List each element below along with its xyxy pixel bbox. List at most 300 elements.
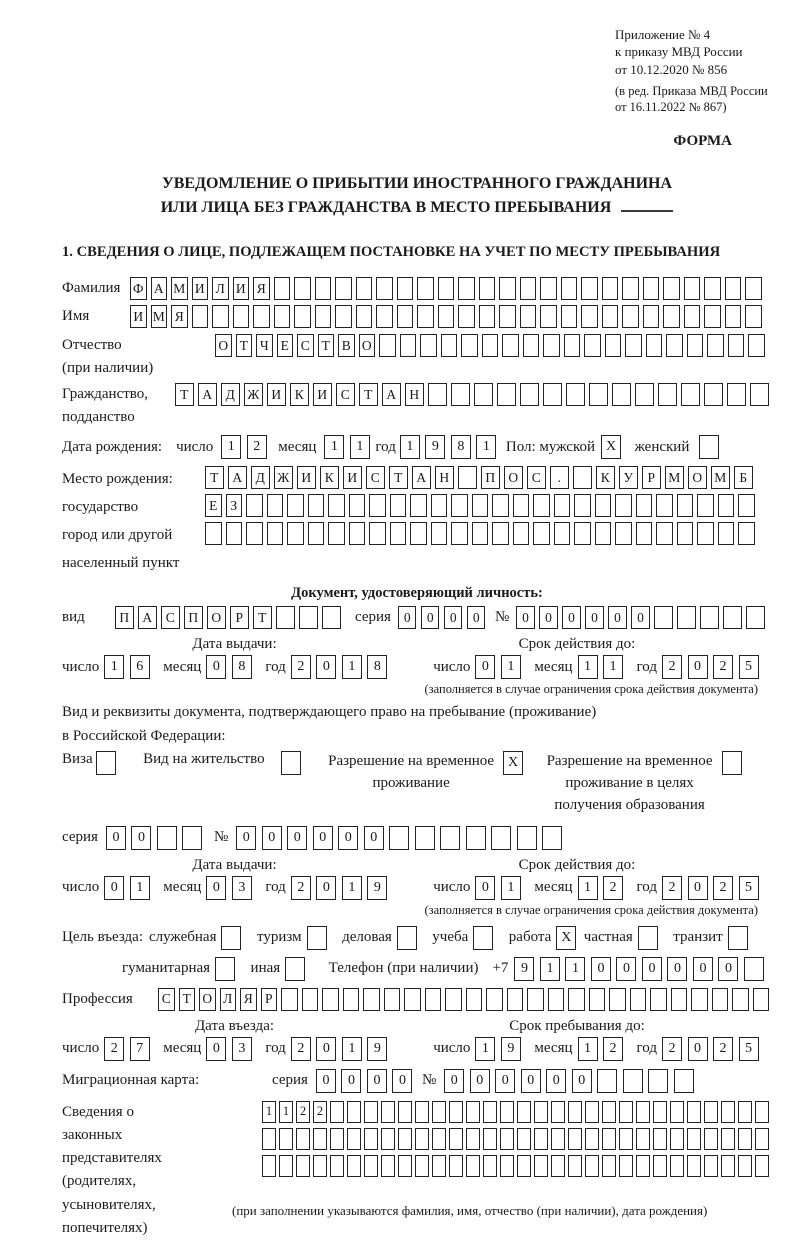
form-cell[interactable] [712, 988, 729, 1011]
form-cell[interactable] [589, 988, 606, 1011]
form-cell[interactable]: 0 [364, 826, 384, 850]
form-cell[interactable]: 5 [739, 876, 759, 900]
form-cell[interactable] [322, 988, 339, 1011]
form-cell[interactable]: 3 [232, 1037, 252, 1061]
form-cell[interactable]: А [412, 466, 431, 489]
form-cell[interactable] [653, 1128, 667, 1150]
form-cell[interactable] [364, 1128, 378, 1150]
form-cell[interactable] [410, 494, 427, 517]
form-cell[interactable] [534, 1101, 548, 1123]
form-cell[interactable]: И [313, 383, 332, 406]
form-cell[interactable] [520, 383, 539, 406]
form-cell[interactable] [397, 305, 414, 328]
form-cell[interactable] [381, 1155, 395, 1177]
form-cell[interactable] [376, 305, 393, 328]
visa-checkbox[interactable] [96, 751, 122, 775]
form-cell[interactable] [584, 334, 601, 357]
form-cell[interactable] [466, 826, 486, 850]
form-cell[interactable] [574, 522, 591, 545]
form-cell[interactable] [349, 494, 366, 517]
form-cell[interactable] [398, 1155, 412, 1177]
form-cell[interactable] [363, 988, 380, 1011]
form-cell[interactable] [725, 305, 742, 328]
form-cell[interactable] [704, 383, 723, 406]
temp-permit-checkbox[interactable] [503, 751, 529, 775]
permit-valid-day-cells[interactable] [475, 876, 526, 900]
form-cell[interactable]: О [215, 334, 232, 357]
form-cell[interactable]: И [297, 466, 316, 489]
birth-year-cells[interactable] [400, 435, 502, 459]
form-cell[interactable]: 0 [667, 957, 687, 981]
form-cell[interactable] [343, 988, 360, 1011]
name-cells[interactable] [130, 305, 766, 328]
form-cell[interactable] [330, 1101, 344, 1123]
form-cell[interactable] [499, 277, 516, 300]
form-cell[interactable]: 1 [475, 1037, 495, 1061]
form-cell[interactable]: А [138, 606, 157, 629]
form-cell[interactable]: 2 [291, 876, 311, 900]
form-cell[interactable] [738, 522, 755, 545]
form-cell[interactable] [543, 383, 562, 406]
form-cell[interactable]: 9 [514, 957, 534, 981]
form-cell[interactable] [738, 1128, 752, 1150]
form-cell[interactable] [745, 277, 762, 300]
form-cell[interactable]: М [151, 305, 168, 328]
form-cell[interactable] [410, 522, 427, 545]
form-cell[interactable] [670, 1155, 684, 1177]
form-cell[interactable] [296, 1155, 310, 1177]
form-cell[interactable] [499, 305, 516, 328]
form-cell[interactable] [602, 1101, 616, 1123]
form-cell[interactable] [602, 1155, 616, 1177]
form-cell[interactable] [602, 305, 619, 328]
form-cell[interactable] [595, 494, 612, 517]
form-cell[interactable] [551, 1155, 565, 1177]
form-cell[interactable] [431, 494, 448, 517]
form-cell[interactable] [568, 988, 585, 1011]
doc-valid-month-cells[interactable] [578, 655, 629, 679]
form-cell[interactable] [287, 494, 304, 517]
form-cell[interactable] [349, 522, 366, 545]
form-cell[interactable] [315, 277, 332, 300]
form-cell[interactable] [534, 1155, 548, 1177]
form-cell[interactable]: 1 [104, 655, 124, 679]
form-cell[interactable] [253, 305, 270, 328]
form-cell[interactable] [441, 334, 458, 357]
form-cell[interactable]: 0 [521, 1069, 541, 1093]
form-cell[interactable] [738, 1101, 752, 1123]
form-cell[interactable]: 0 [444, 1069, 464, 1093]
form-cell[interactable] [397, 277, 414, 300]
form-cell[interactable] [636, 1101, 650, 1123]
form-cell[interactable] [523, 334, 540, 357]
form-cell[interactable] [722, 751, 742, 775]
form-cell[interactable] [656, 494, 673, 517]
form-cell[interactable]: 1 [324, 435, 344, 459]
form-cell[interactable]: 2 [662, 876, 682, 900]
form-cell[interactable]: А [382, 383, 401, 406]
form-cell[interactable] [274, 305, 291, 328]
form-cell[interactable] [721, 1128, 735, 1150]
form-cell[interactable]: Т [179, 988, 196, 1011]
form-cell[interactable] [246, 494, 263, 517]
form-cell[interactable]: 1 [262, 1101, 276, 1123]
form-cell[interactable]: Т [389, 466, 408, 489]
form-cell[interactable]: 1 [578, 1037, 598, 1061]
form-cell[interactable]: 9 [501, 1037, 521, 1061]
form-cell[interactable] [684, 277, 701, 300]
form-cell[interactable] [347, 1101, 361, 1123]
form-cell[interactable] [755, 1101, 769, 1123]
form-cell[interactable] [369, 522, 386, 545]
form-cell[interactable]: 0 [516, 606, 535, 629]
form-cell[interactable]: 0 [104, 876, 124, 900]
permit-issue-day-cells[interactable] [104, 876, 155, 900]
form-cell[interactable] [721, 1155, 735, 1177]
form-cell[interactable]: 2 [296, 1101, 310, 1123]
form-cell[interactable]: З [226, 494, 243, 517]
form-cell[interactable] [744, 957, 764, 981]
form-cell[interactable]: 2 [713, 655, 733, 679]
legal-row3[interactable] [262, 1155, 772, 1177]
form-cell[interactable] [674, 1069, 694, 1093]
entry-day-cells[interactable] [104, 1037, 155, 1061]
entry-year-cells[interactable] [291, 1037, 393, 1061]
permit-series-cells[interactable] [106, 826, 208, 850]
form-cell[interactable]: И [130, 305, 147, 328]
form-cell[interactable]: . [550, 466, 569, 489]
form-cell[interactable]: 1 [342, 1037, 362, 1061]
form-cell[interactable]: П [115, 606, 134, 629]
form-cell[interactable] [221, 926, 241, 950]
stay-year-cells[interactable] [662, 1037, 764, 1061]
form-cell[interactable]: 8 [232, 655, 252, 679]
form-cell[interactable] [287, 522, 304, 545]
form-cell[interactable] [330, 1155, 344, 1177]
form-cell[interactable] [404, 988, 421, 1011]
form-cell[interactable] [551, 1128, 565, 1150]
citizenship-cells[interactable] [175, 383, 773, 406]
form-cell[interactable] [533, 522, 550, 545]
form-cell[interactable] [212, 305, 229, 328]
form-cell[interactable] [285, 957, 305, 981]
form-cell[interactable] [517, 1155, 531, 1177]
form-cell[interactable] [376, 277, 393, 300]
form-cell[interactable]: 0 [392, 1069, 412, 1093]
form-cell[interactable]: Т [236, 334, 253, 357]
form-cell[interactable] [646, 334, 663, 357]
form-cell[interactable] [432, 1128, 446, 1150]
permit-valid-month-cells[interactable] [578, 876, 629, 900]
form-cell[interactable] [96, 751, 116, 775]
form-cell[interactable] [738, 1155, 752, 1177]
form-cell[interactable] [400, 334, 417, 357]
form-cell[interactable] [482, 334, 499, 357]
form-cell[interactable]: Б [734, 466, 753, 489]
form-cell[interactable] [732, 988, 749, 1011]
form-cell[interactable]: 3 [232, 876, 252, 900]
form-cell[interactable] [704, 305, 721, 328]
form-cell[interactable]: И [233, 277, 250, 300]
form-cell[interactable]: 0 [616, 957, 636, 981]
form-cell[interactable] [425, 988, 442, 1011]
form-cell[interactable] [636, 1128, 650, 1150]
form-cell[interactable]: О [504, 466, 523, 489]
form-cell[interactable] [449, 1101, 463, 1123]
form-cell[interactable] [215, 957, 235, 981]
form-cell[interactable] [687, 1155, 701, 1177]
form-cell[interactable]: 1 [578, 876, 598, 900]
form-cell[interactable] [745, 305, 762, 328]
form-cell[interactable] [428, 383, 447, 406]
form-cell[interactable] [294, 305, 311, 328]
form-cell[interactable] [356, 305, 373, 328]
work-checkbox[interactable] [556, 926, 582, 950]
form-cell[interactable]: Ж [274, 466, 293, 489]
form-cell[interactable] [500, 1155, 514, 1177]
form-cell[interactable]: 1 [342, 655, 362, 679]
form-cell[interactable] [568, 1101, 582, 1123]
doc-valid-year-cells[interactable] [662, 655, 764, 679]
form-cell[interactable] [540, 305, 557, 328]
form-cell[interactable]: 0 [688, 876, 708, 900]
form-cell[interactable] [750, 383, 769, 406]
form-cell[interactable] [520, 305, 537, 328]
form-cell[interactable] [483, 1101, 497, 1123]
birth-month-cells[interactable] [324, 435, 375, 459]
form-cell[interactable]: С [158, 988, 175, 1011]
form-cell[interactable] [364, 1155, 378, 1177]
form-cell[interactable] [615, 494, 632, 517]
form-cell[interactable] [398, 1128, 412, 1150]
form-cell[interactable] [658, 383, 677, 406]
form-cell[interactable]: X [556, 926, 576, 950]
mig-series-cells[interactable] [316, 1069, 418, 1093]
form-cell[interactable] [398, 1101, 412, 1123]
form-cell[interactable]: 0 [591, 957, 611, 981]
form-cell[interactable]: 0 [338, 826, 358, 850]
form-cell[interactable] [513, 522, 530, 545]
form-cell[interactable]: 1 [342, 876, 362, 900]
form-cell[interactable]: 5 [739, 1037, 759, 1061]
form-cell[interactable] [279, 1128, 293, 1150]
form-cell[interactable] [479, 277, 496, 300]
form-cell[interactable] [543, 334, 560, 357]
form-cell[interactable]: Я [171, 305, 188, 328]
form-cell[interactable] [205, 522, 222, 545]
permit-issue-year-cells[interactable] [291, 876, 393, 900]
form-cell[interactable] [507, 988, 524, 1011]
form-cell[interactable] [605, 334, 622, 357]
permit-number-cells[interactable] [236, 826, 568, 850]
form-cell[interactable] [328, 522, 345, 545]
form-cell[interactable]: 0 [539, 606, 558, 629]
form-cell[interactable]: 8 [451, 435, 471, 459]
form-cell[interactable]: О [359, 334, 376, 357]
form-cell[interactable]: 0 [444, 606, 463, 629]
form-cell[interactable] [691, 988, 708, 1011]
form-cell[interactable]: 0 [398, 606, 417, 629]
form-cell[interactable] [581, 305, 598, 328]
form-cell[interactable]: 0 [572, 1069, 592, 1093]
form-cell[interactable]: 5 [739, 655, 759, 679]
form-cell[interactable] [619, 1101, 633, 1123]
form-cell[interactable] [296, 1128, 310, 1150]
form-cell[interactable]: Н [405, 383, 424, 406]
form-cell[interactable] [697, 522, 714, 545]
form-cell[interactable] [379, 334, 396, 357]
form-cell[interactable] [458, 277, 475, 300]
form-cell[interactable]: 0 [467, 606, 486, 629]
form-cell[interactable] [302, 988, 319, 1011]
form-cell[interactable]: 7 [130, 1037, 150, 1061]
form-cell[interactable] [704, 1155, 718, 1177]
form-cell[interactable] [262, 1128, 276, 1150]
form-cell[interactable] [226, 522, 243, 545]
form-cell[interactable]: Я [240, 988, 257, 1011]
form-cell[interactable]: 0 [131, 826, 151, 850]
form-cell[interactable] [548, 988, 565, 1011]
form-cell[interactable] [330, 1128, 344, 1150]
form-cell[interactable] [157, 826, 177, 850]
form-cell[interactable] [420, 334, 437, 357]
form-cell[interactable]: Е [277, 334, 294, 357]
transit-checkbox[interactable] [728, 926, 754, 950]
form-cell[interactable] [656, 522, 673, 545]
patronymic-cells[interactable] [215, 334, 769, 357]
form-cell[interactable] [636, 494, 653, 517]
form-cell[interactable] [356, 277, 373, 300]
form-cell[interactable] [472, 522, 489, 545]
form-cell[interactable]: 0 [495, 1069, 515, 1093]
form-cell[interactable] [643, 277, 660, 300]
form-cell[interactable] [612, 383, 631, 406]
form-cell[interactable] [233, 305, 250, 328]
form-cell[interactable] [595, 522, 612, 545]
form-cell[interactable] [653, 1101, 667, 1123]
form-cell[interactable] [517, 1128, 531, 1150]
form-cell[interactable] [520, 277, 537, 300]
form-cell[interactable]: Т [318, 334, 335, 357]
form-cell[interactable] [347, 1128, 361, 1150]
form-cell[interactable] [451, 522, 468, 545]
form-cell[interactable]: 0 [546, 1069, 566, 1093]
birth-place-row1[interactable] [205, 466, 759, 489]
form-cell[interactable] [276, 606, 295, 629]
form-cell[interactable] [677, 494, 694, 517]
form-cell[interactable]: 2 [603, 1037, 623, 1061]
form-cell[interactable]: Ф [130, 277, 147, 300]
form-cell[interactable] [486, 988, 503, 1011]
form-cell[interactable]: 0 [287, 826, 307, 850]
stay-month-cells[interactable] [578, 1037, 629, 1061]
form-cell[interactable] [723, 606, 742, 629]
form-cell[interactable] [746, 606, 765, 629]
form-cell[interactable] [335, 277, 352, 300]
form-cell[interactable]: 2 [713, 1037, 733, 1061]
form-cell[interactable]: Л [212, 277, 229, 300]
form-cell[interactable]: 1 [350, 435, 370, 459]
form-cell[interactable] [335, 305, 352, 328]
form-cell[interactable] [497, 383, 516, 406]
form-cell[interactable] [182, 826, 202, 850]
form-cell[interactable] [417, 305, 434, 328]
form-cell[interactable]: П [184, 606, 203, 629]
doc-issue-day-cells[interactable] [104, 655, 155, 679]
doc-issue-month-cells[interactable] [206, 655, 257, 679]
form-cell[interactable]: 0 [316, 1037, 336, 1061]
form-cell[interactable] [700, 606, 719, 629]
form-cell[interactable]: Е [205, 494, 222, 517]
form-cell[interactable] [313, 1155, 327, 1177]
form-cell[interactable]: С [336, 383, 355, 406]
form-cell[interactable]: У [619, 466, 638, 489]
form-cell[interactable] [438, 277, 455, 300]
form-cell[interactable] [299, 606, 318, 629]
form-cell[interactable] [540, 277, 557, 300]
form-cell[interactable]: С [161, 606, 180, 629]
form-cell[interactable] [561, 277, 578, 300]
form-cell[interactable] [492, 522, 509, 545]
form-cell[interactable] [704, 277, 721, 300]
form-cell[interactable]: О [688, 466, 707, 489]
doc-issue-year-cells[interactable] [291, 655, 393, 679]
form-cell[interactable] [267, 494, 284, 517]
form-cell[interactable]: 1 [476, 435, 496, 459]
profession-cells[interactable] [158, 988, 773, 1011]
form-cell[interactable] [727, 383, 746, 406]
form-cell[interactable] [415, 1101, 429, 1123]
form-cell[interactable]: Р [642, 466, 661, 489]
form-cell[interactable] [635, 383, 654, 406]
form-cell[interactable] [307, 926, 327, 950]
form-cell[interactable] [369, 494, 386, 517]
form-cell[interactable]: К [596, 466, 615, 489]
form-cell[interactable] [384, 988, 401, 1011]
form-cell[interactable]: 0 [206, 1037, 226, 1061]
form-cell[interactable] [458, 466, 477, 489]
form-cell[interactable] [602, 1128, 616, 1150]
form-cell[interactable]: М [665, 466, 684, 489]
form-cell[interactable] [431, 522, 448, 545]
form-cell[interactable] [438, 305, 455, 328]
form-cell[interactable]: 0 [316, 1069, 336, 1093]
form-cell[interactable] [472, 494, 489, 517]
form-cell[interactable] [623, 1069, 643, 1093]
form-cell[interactable]: О [207, 606, 226, 629]
entry-month-cells[interactable] [206, 1037, 257, 1061]
form-cell[interactable] [328, 494, 345, 517]
form-cell[interactable] [458, 305, 475, 328]
form-cell[interactable]: 0 [236, 826, 256, 850]
birth-place-row2[interactable] [205, 494, 759, 517]
form-cell[interactable] [294, 277, 311, 300]
form-cell[interactable] [753, 988, 770, 1011]
form-cell[interactable] [432, 1101, 446, 1123]
form-cell[interactable]: Т [253, 606, 272, 629]
form-cell[interactable] [262, 1155, 276, 1177]
form-cell[interactable] [728, 926, 748, 950]
form-cell[interactable]: 0 [693, 957, 713, 981]
birth-day-cells[interactable] [221, 435, 272, 459]
form-cell[interactable] [554, 522, 571, 545]
form-cell[interactable] [449, 1155, 463, 1177]
form-cell[interactable] [246, 522, 263, 545]
form-cell[interactable]: А [228, 466, 247, 489]
form-cell[interactable] [390, 494, 407, 517]
form-cell[interactable] [728, 334, 745, 357]
study-checkbox[interactable] [473, 926, 499, 950]
